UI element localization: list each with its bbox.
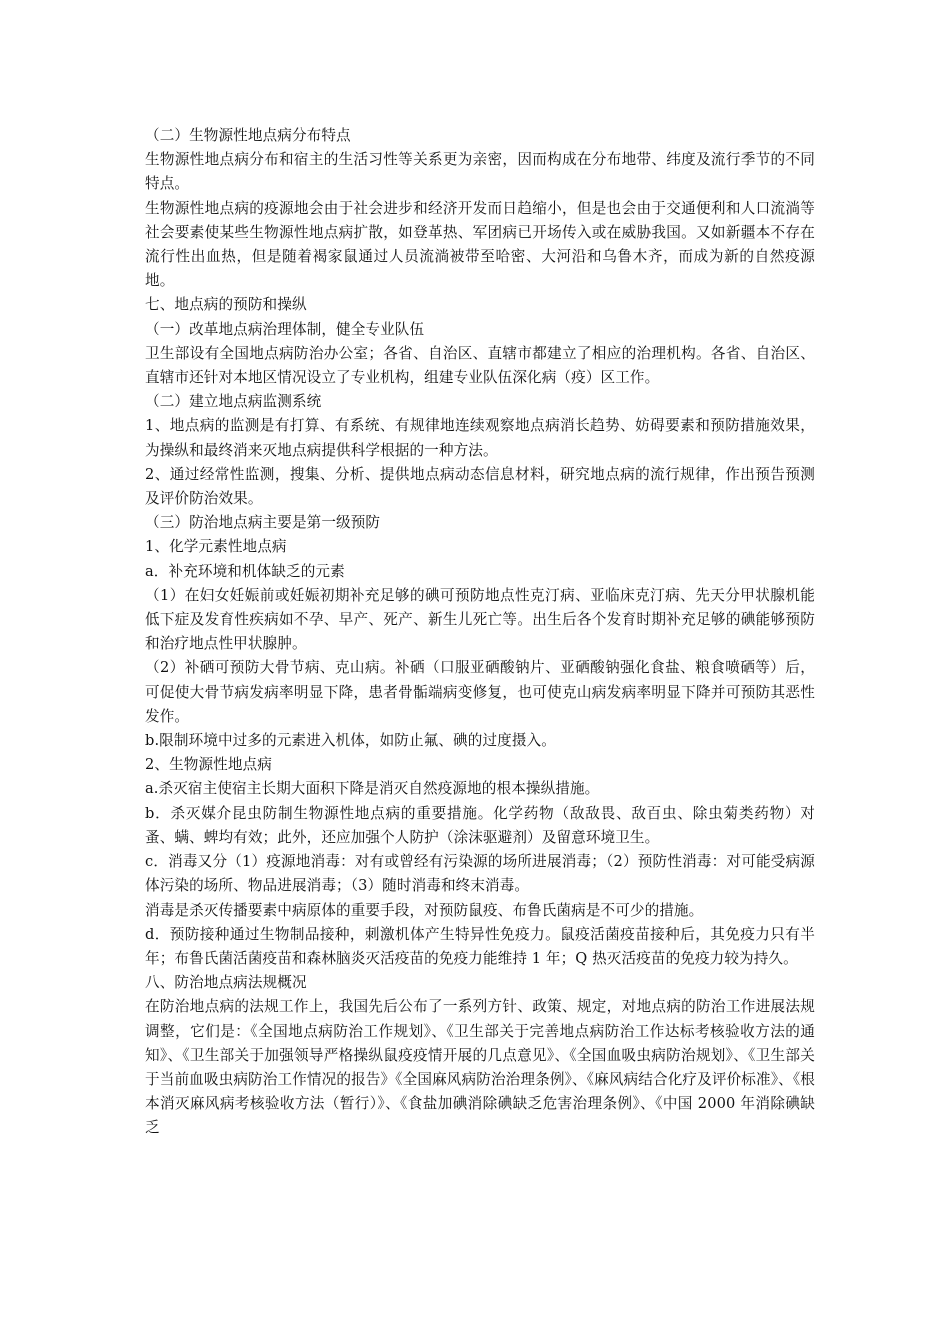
paragraph-disinfection-importance: 消毒是杀灭传播要素中病原体的重要手段，对预防鼠疫、布鲁氏菌病是不可少的措施。 bbox=[145, 901, 704, 919]
item-limit-excess-elements: b.限制环境中过多的元素进入机体，如防止氟、碘的过度摄入。 bbox=[145, 732, 556, 750]
item-kill-vectors: b．杀灭媒介昆虫防制生物源性地点病的重要措施。化学药物（敌敌畏、敌百虫、除虫菊类药物）对蚤、螨、蜱均有效；此外，还应加强个人防护（涂沫驱避剂）及留意环境卫生。 bbox=[145, 804, 815, 846]
subheading-primary-prevention: （三）防治地点病主要是第一级预防 bbox=[145, 514, 381, 532]
paragraph-natural-foci: 生物源性地点病的疫源地会由于社会进步和经济开发而日趋缩小，但是也会由于交通便利和人口流淌等社会要素使某些生物源性地点病扩散，如登革热、军团病已开场传入或在威胁我国。又如新疆本不存在流行性出血热，但是随着褐家鼠通过人员流淌被带至哈密、大河沿和乌鲁木齐，而成为新的自然疫源地。 bbox=[145, 199, 815, 290]
paragraph-biogenic-distribution: 生物源性地点病分布和宿主的生活习性等关系更为亲密，因而构成在分布地带、纬度及流行季节的不同特点。 bbox=[145, 151, 815, 193]
item-disinfection: c．消毒又分（1）疫源地消毒：对有或曾经有污染源的场所进展消毒；（2）预防性消毒：对可能受病源体污染的场所、物品进展消毒；（3）随时消毒和终末消毒。 bbox=[145, 853, 815, 895]
item-biogenic-disease: 2、生物源性地点病 bbox=[145, 756, 272, 774]
paragraph-monitoring-2: 2、通过经常性监测，搜集、分析、提供地点病动态信息材料，研究地点病的流行规律，作出预告预测及评价防治效果。 bbox=[145, 465, 815, 508]
document-body bbox=[145, 124, 815, 1141]
paragraph-monitoring-1: 1、地点病的监测是有打算、有系统、有规律地连续观察地点病消长趋势、妨碍要素和预防措施效果，为操纵和最终消来灭地点病提供科学根据的一种方法。 bbox=[145, 417, 815, 459]
section-heading-regulations: 八、防治地点病法规概况 bbox=[145, 974, 307, 992]
paragraph-selenium-supplement: （2）补硒可预防大骨节病、克山病。补硒（口服亚硒酸钠片、亚硒酸钠强化食盐、粮食喷硒等）后，可促使大骨节病发病率明显下降，患者骨骺端病变修复，也可使克山病发病率明显下降并可预防其恶性发作。 bbox=[145, 659, 815, 725]
item-kill-hosts: a.杀灭宿主使宿主长期大面积下降是消灭自然疫源地的根本操纵措施。 bbox=[145, 780, 600, 798]
item-supplement-elements: a．补充环境和机体缺乏的元素 bbox=[145, 562, 345, 580]
paragraph-health-ministry: 卫生部设有全国地点病防治办公室；各省、自治区、直辖市都建立了相应的治理机构。各省、自治区、直辖市还针对本地区情况设立了专业机构，组建专业队伍深化病（疫）区工作。 bbox=[145, 344, 815, 387]
paragraph-iodine-supplement: （1）在妇女妊娠前或妊娠初期补充足够的碘可预防地点性克汀病、亚临床克汀病、先天分甲状腺机能低下症及发育性疾病如不孕、早产、死产、新生儿死亡等。出生后各个发育时期补充足够的碘能够预防和治疗地点性甲状腺肿。 bbox=[145, 586, 815, 653]
subheading-reform-management: （一）改革地点病治理体制，健全专业队伍 bbox=[145, 320, 425, 338]
subheading-monitoring-system: （二）建立地点病监测系统 bbox=[145, 393, 322, 411]
section-heading-prevention-control: 七、地点病的预防和操纵 bbox=[145, 296, 307, 314]
item-vaccination: d．预防接种通过生物制品接种，刺激机体产生特异性免疫力。鼠疫活菌疫苗接种后，其免疫力只有半年；布鲁氏菌活菌疫苗和森林脑炎灭活疫苗的免疫力能维持 1 年；Q 热灭活疫苗的免疫力较为持久。 bbox=[145, 925, 815, 967]
paragraph-regulations: 在防治地点病的法规工作上，我国先后公布了一系列方针、政策、规定，对地点病的防治工作进展法规调整，它们是：《全国地点病防治工作规划》、《卫生部关于完善地点病防治工作达标考核验收方法的通知》、《卫生部关于加强领导严格操纵鼠疫疫情开展的几点意见》、《全国血吸虫病防治规划》、《卫生部关于当前血吸虫病防治工作情况的报告》《全国麻风病防治治理条例》、《麻风病结合化疗及评价标准》、《根本消灭麻风病考核验收方法（暂行）》、《食盐加碘消除碘缺乏危害治理条例》、《中国 2000 年消除碘缺乏 bbox=[145, 998, 815, 1137]
item-chemical-element-disease: 1、化学元素性地点病 bbox=[145, 538, 287, 556]
section-heading-biogenic-distribution: （二）生物源性地点病分布特点 bbox=[145, 127, 351, 144]
